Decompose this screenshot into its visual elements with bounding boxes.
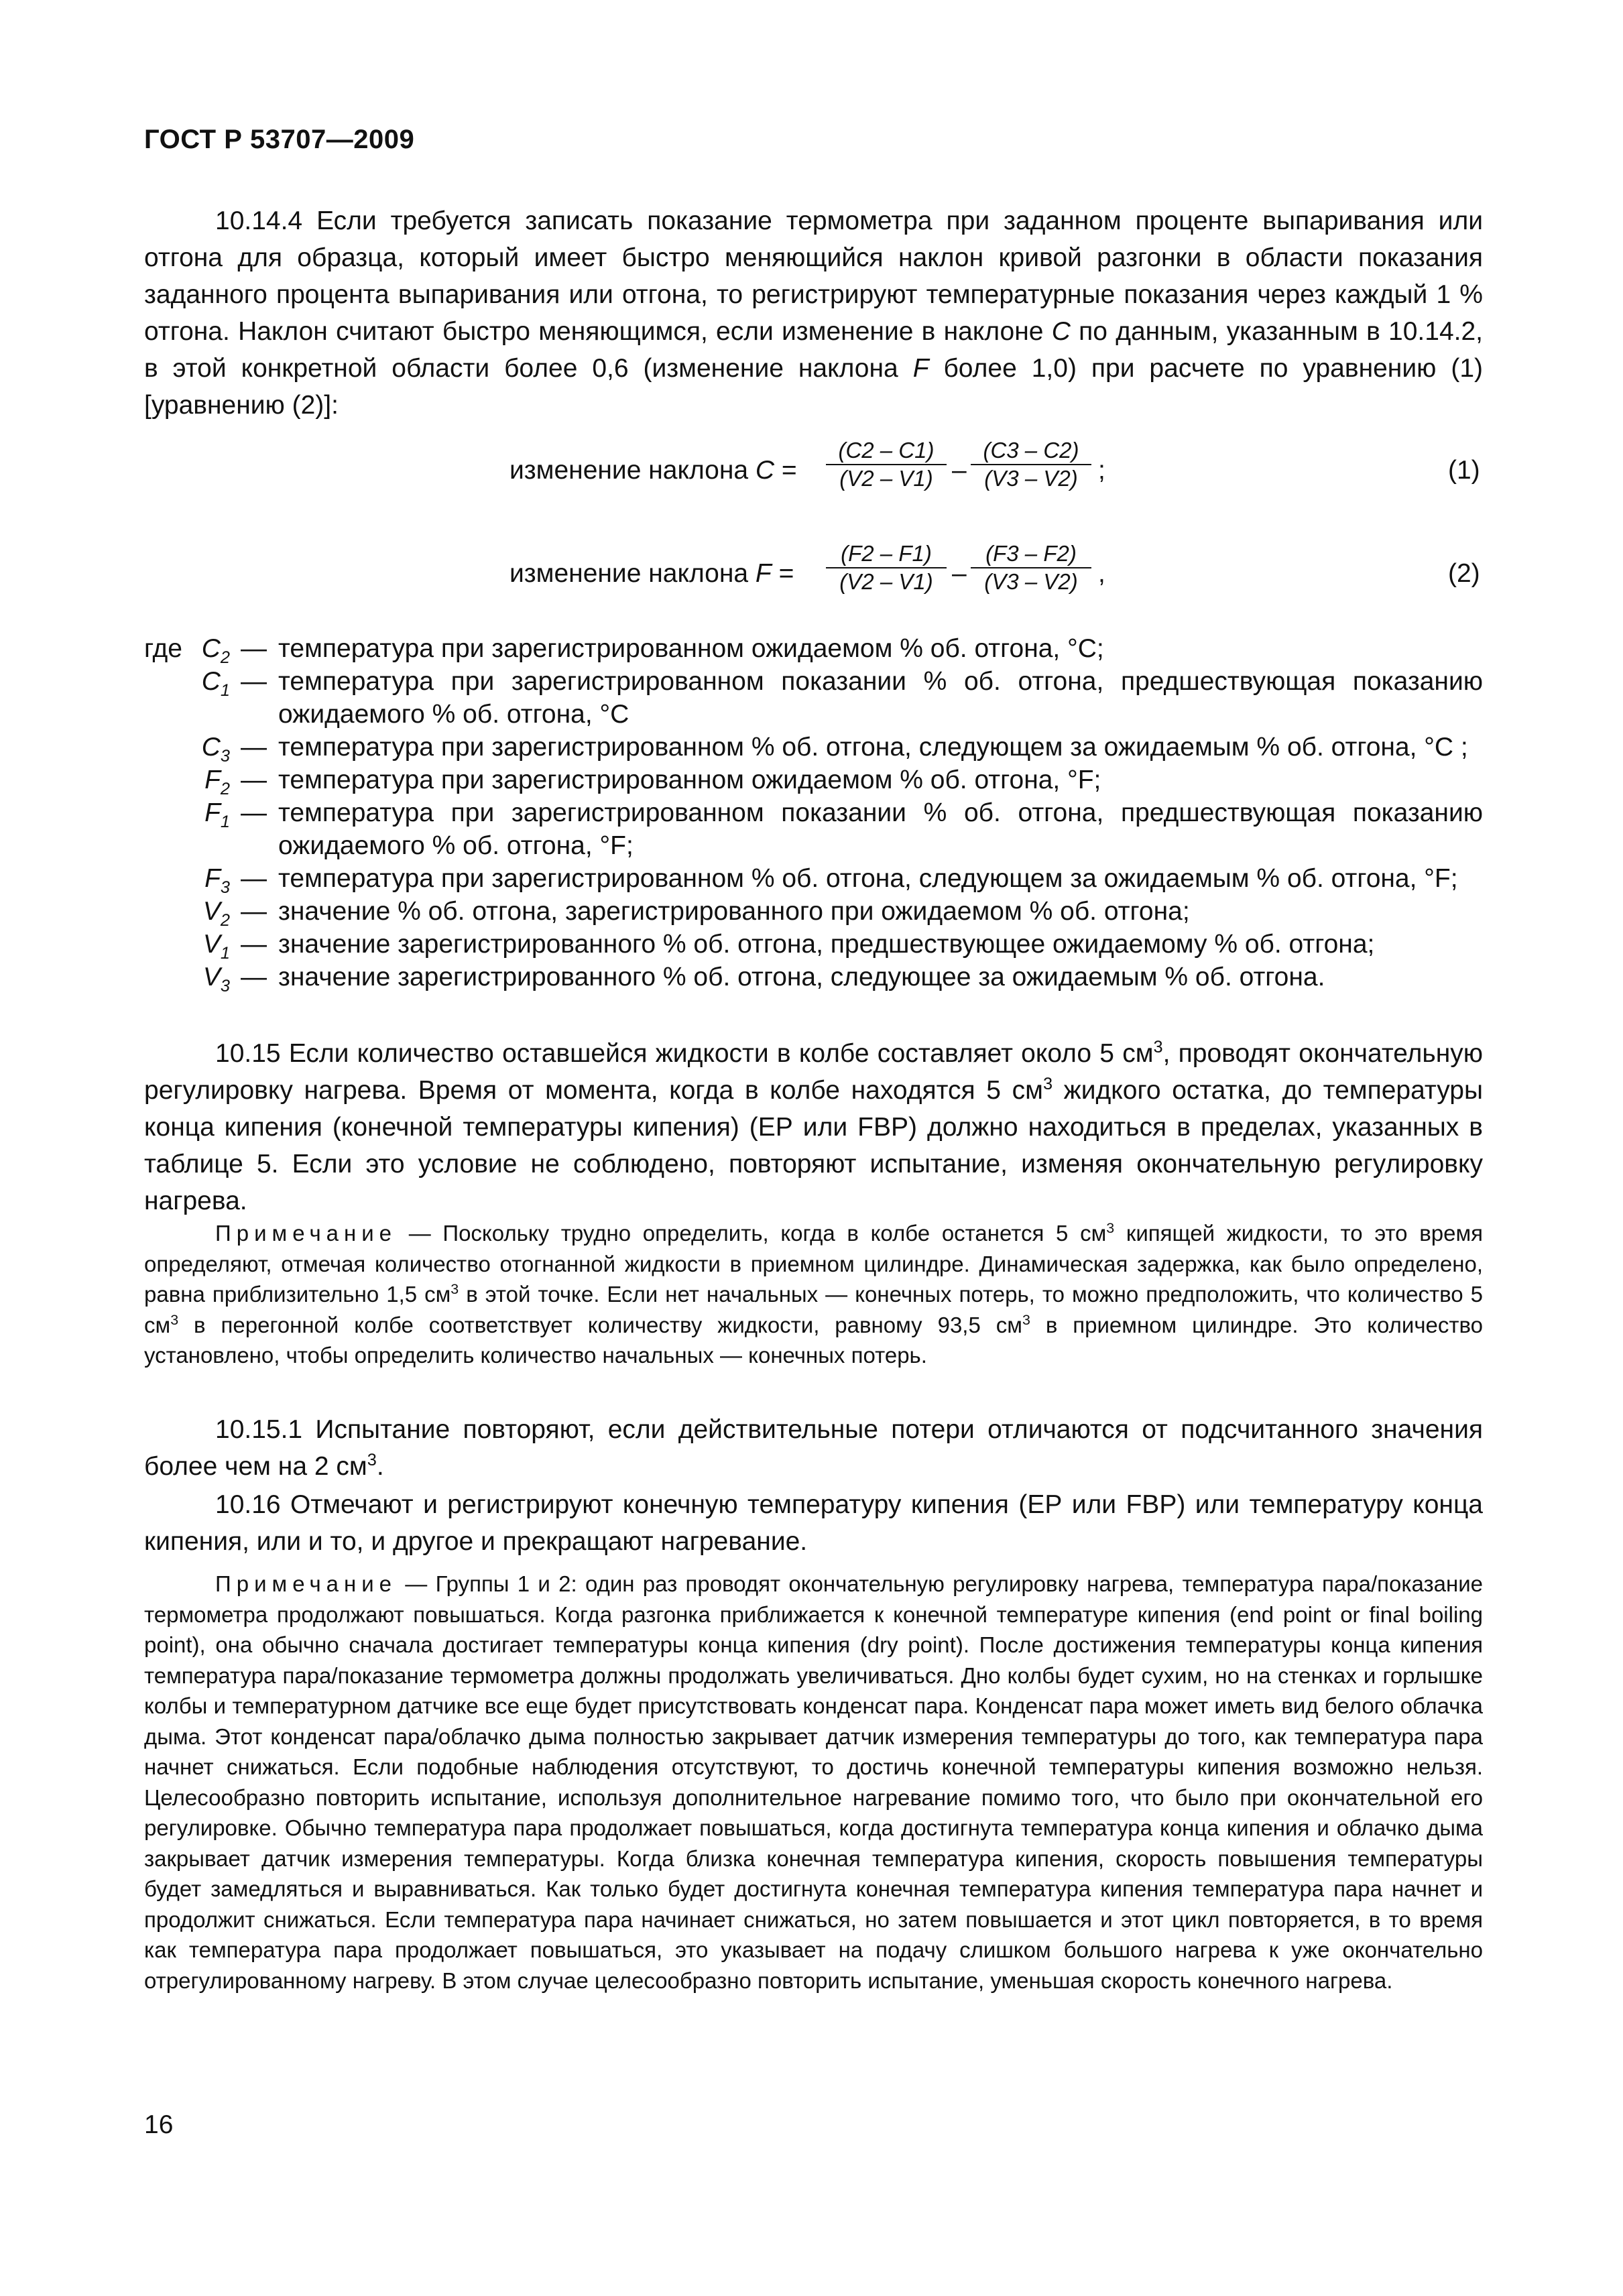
formula-2: изменение наклона F = $\frac{(F2 - F1)}{(V2 - V1)}$ – $\frac{(F3 - F2)}{(V3 - V2)}$ , (2): [509, 541, 1480, 594]
formula-1: изменение наклона C = $\frac{(C2 - C1)}{(V2 - V1)}$ – $\frac{(C3 - C2)}{(V3 - V2)}$ ; (1): [509, 438, 1480, 491]
legend-row: $V_2$ — значение % об. отгона, зарегистрированного при ожидаемом % об. отгона;: [202, 897, 1190, 930]
note-2: Примечание — Группы 1 и 2: один раз проводят окончательную регулировку нагрева, температура пара/показание термометра продолжают повышаться. Когда разгонка приближается к конечной температуре кипения (end point or final boiling point), она обычно сначала достигает температуры конца кипения (dry point). После достижения температуры конца кипения температура пара/показание термометра должны продолжать увеличиваться. Дно колбы будет сухим, но на стенках и горлышке колбы и температурном датчике все еще будет присутствовать конденсат пара. Конденсат пара может иметь вид белого облачка дыма. Этот конденсат пара/облачко дыма полностью закрывает датчик измерения температуры до того, как температура пара начнет снижаться. Если подобные наблюдения отсутствуют, то достичь конечной температуры кипения возможно нельзя. Целесообразно повторить испытание, используя дополнительное нагревание помимо того, что было при окончательной его регулировке. Обычно температура пара продолжает повышаться, когда достигнута температура конца кипения и облачко дыма закрывает датчик измерения температуры. Когда близка конечная температура кипения, скорость повышения температуры будет замедляться и выравниваться. Как только будет достигнута конечная температура кипения температура пара начнет и продолжит снижаться. Если температура пара начинает снижаться, но затем повышается и этот цикл повторяется, в то время как температура пара продолжает повышаться, это указывает на подачу слишком большого нагрева к уже окончательно отрегулированному нагреву. В этом случае целесообразно повторить испытание, уменьшая скорость конечного нагрева.: [144, 1571, 1483, 1993]
paragraph-10-14-4: 10.14.4 Если требуется записать показание термометра при заданном проценте выпаривания или отгона для образца, который имеет быстро меняющийся наклон кривой разгонки в области показания заданного процента выпаривания или отгона, то регистрируют температурные показания через каждый 1 % отгона. Наклон считают быстро меняющимся, если изменение в наклоне C по данным, указанным в 10.14.2, в этой конкретной области более 0,6 (изменение наклона F более 1,0) при расчете по уравнению (1) [уравнению (2)]:: [144, 206, 1484, 420]
equation-number-1: (1): [1448, 456, 1480, 485]
formula-1-fraction-1: $\frac{(C2 - C1)}{(V2 - V1)}$: [826, 437, 947, 492]
legend-row: $V_1$ — значение зарегистрированного % об. отгона, предшествующее ожидаемому % об. отгона;: [202, 930, 1375, 963]
formula-1-fraction-2: $\frac{(C3 - C2)}{(V3 - V2)}$: [971, 437, 1091, 492]
legend-row: $F_2$ — температура при зарегистрированном ожидаемом % об. отгона, °F;: [204, 766, 1101, 798]
document-header: ГОСТ Р 53707—2009: [144, 125, 415, 154]
legend-row: $F_3$ — температура при зарегистрированном % об. отгона, следующем за ожидаемым % об. отгона, °F;: [204, 864, 1458, 897]
legend-row: где $C_2$ — температура при зарегистрированном ожидаемом % об. отгона, °С;: [144, 634, 1104, 667]
formula-2-fraction-1: $\frac{(F2 - F1)}{(V2 - V1)}$: [826, 540, 947, 595]
paragraph-10-15-1: 10.15.1 Испытание повторяют, если действительные потери отличаются от подсчитанного значения более чем на 2 $см^3$.: [144, 1415, 1483, 1481]
page-number: 16: [144, 2110, 174, 2139]
equation-number-2: (2): [1448, 559, 1480, 588]
legend-row: $C_3$ — температура при зарегистрированном % об. отгона, следующем за ожидаемым % об. отгона, °С ;: [201, 733, 1468, 766]
paragraph-10-16: 10.16 Отмечают и регистрируют конечную температуру кипения (ЕР или FBP) или температуру конца кипения, или и то, и другое и прекращают нагревание.: [144, 1490, 1483, 1556]
legend-row: $C_1$ — температура при зарегистрированном показании % об. отгона, предшествующая показанию ожидаемого % об. отгона, °С: [201, 667, 1483, 729]
formula-2-fraction-2: $\frac{(F3 - F2)}{(V3 - V2)}$: [971, 540, 1091, 595]
paragraph-10-15: 10.15 Если количество оставшейся жидкости в колбе составляет около 5 $см^3$, проводят окончательную регулировку нагрева. Время от момента, когда в колбе находятся 5 $см^3$ жидкого остатка, до температуры конца кипения (конечной температуры кипения) (ЕР или FBP) должно находиться в пределах, указанных в таблице 5. Если это условие не соблюдено, повторяют испытание, изменяя окончательную регулировку нагрева.: [144, 1038, 1484, 1215]
variable-legend: [144, 632, 1483, 993]
legend-row: $V_3$ — значение зарегистрированного % об. отгона, следующее за ожидаемым % об. отгона.: [202, 963, 1325, 995]
note-1: Примечание — Поскольку трудно определить, когда в колбе останется 5 $см^3$ кипящей жидкости, то это время определяют, отмечая количество отогнанной жидкости в приемном цилиндре. Динамическая задержка, как было определено, равна приблизительно 1,5 $см^3$ в этой точке. Если нет начальных — конечных потерь, то можно предположить, что количество 5 $см^3$ в перегонной колбе соответствует количеству жидкости, равному 93,5 $см^3$ в приемном цилиндре. Это количество установлено, чтобы определить количество начальных — конечных потерь.: [144, 1220, 1483, 1368]
legend-row: $F_1$ — температура при зарегистрированном показании % об. отгона, предшествующая показанию ожидаемого % об. отгона, °F;: [204, 798, 1483, 860]
